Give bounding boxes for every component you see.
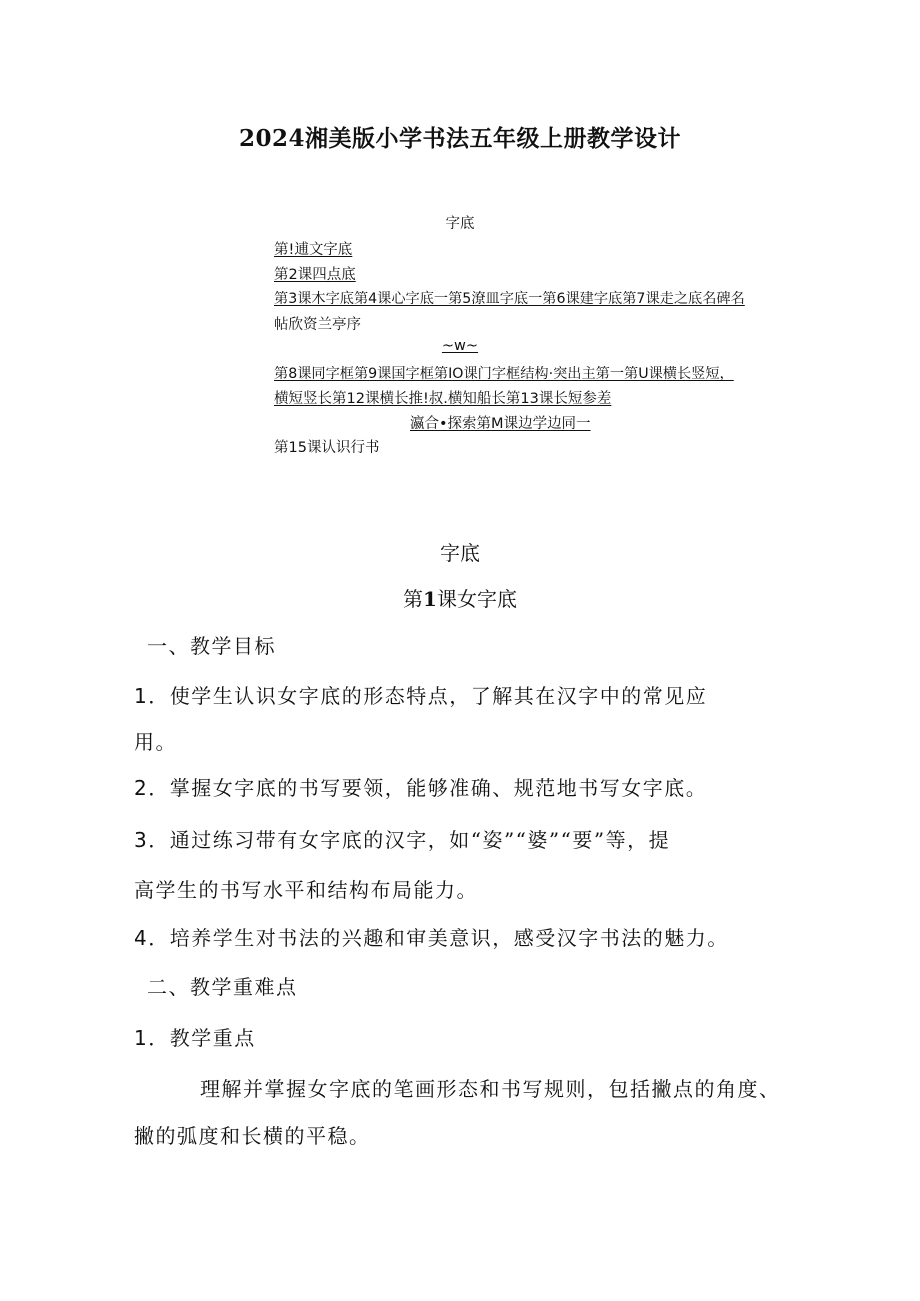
toc-divider: ~w~: [441, 338, 479, 354]
toc-entry[interactable]: 帖欣资兰亭序: [274, 317, 361, 333]
toc-entry[interactable]: 第15课认识行书: [274, 440, 380, 456]
toc-entry[interactable]: 第3课木字底第4课心字底一第5潦皿字底一第6课建字底第7课走之底名碑名: [274, 291, 745, 307]
section-heading: 字底: [440, 541, 480, 565]
part2-heading: 二、教学重难点: [147, 975, 298, 999]
subheading-key-points: 1．教学重点: [134, 1026, 256, 1050]
objective-item-cont: 用。: [134, 730, 177, 754]
paragraph: 理解并掌握女字底的笔画形态和书写规则，包括撇点的角度、: [200, 1077, 781, 1101]
toc-heading: 字底: [445, 216, 475, 232]
part1-heading: 一、教学目标: [147, 634, 276, 658]
toc-entry[interactable]: 第8课同字框第9课国字框第IO课门字框结构·突出主第一第U课横长竖短，: [274, 366, 734, 382]
objective-item: 3．通过练习带有女字底的汉字，如“姿”“婆”“要”等，提: [134, 828, 671, 852]
document-title: 2024湘美版小学书法五年级上册教学设计: [238, 125, 681, 152]
objective-item: 4．培养学生对书法的兴趣和审美意识，感受汉字书法的魅力。: [134, 926, 729, 950]
toc-entry[interactable]: 瀛合•探索第M课边学边同一: [410, 416, 591, 432]
lesson-title: 第1课女字底: [403, 587, 517, 611]
objective-item: 1．使学生认识女字底的形态特点，了解其在汉字中的常见应: [134, 684, 708, 708]
toc-entry[interactable]: 第!逋文字底: [274, 242, 353, 258]
toc-entry[interactable]: 第2课四点底: [274, 267, 356, 283]
paragraph-cont: 撇的弧度和长横的平稳。: [134, 1124, 371, 1148]
objective-item-cont: 高学生的书写水平和结构布局能力。: [134, 878, 478, 902]
objective-item: 2．掌握女字底的书写要领，能够准确、规范地书写女字底。: [134, 776, 708, 800]
toc-entry[interactable]: 横短竖长第12课横长推!叔.横知船长第13课长短参差: [274, 391, 612, 407]
